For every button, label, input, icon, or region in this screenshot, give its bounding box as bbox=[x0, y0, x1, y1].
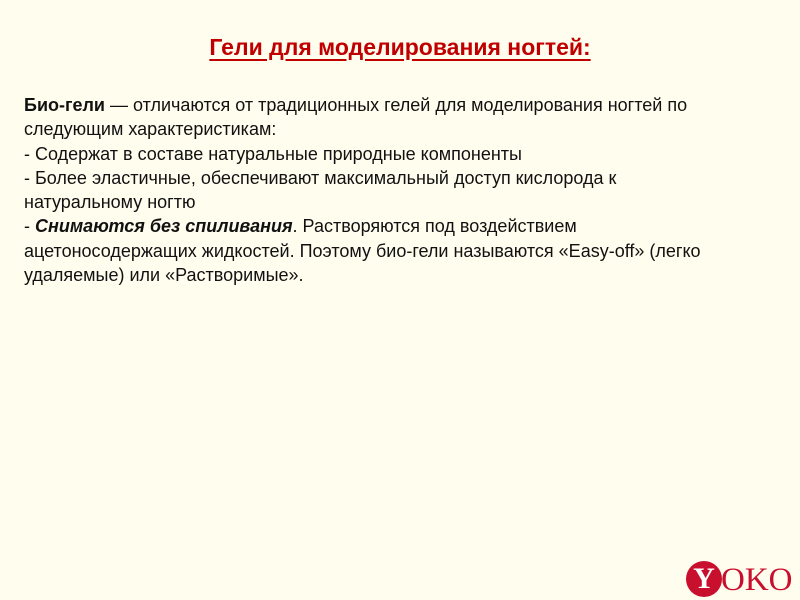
yoko-logo bbox=[686, 560, 798, 600]
text-line-6 bbox=[24, 214, 774, 238]
logo-wordmark: OKO bbox=[721, 562, 793, 598]
text-line-5: натуральному ногтю bbox=[24, 192, 196, 213]
text-line-1 bbox=[24, 93, 774, 117]
slide-title: Гели для моделирования ногтей: bbox=[209, 34, 591, 60]
line-6-dash: - bbox=[24, 216, 35, 237]
line-6-rest: . Растворяются под воздействием bbox=[292, 216, 577, 237]
emphasis-removal: Снимаются без спиливания bbox=[35, 216, 293, 237]
text-line-2: следующим характеристикам: bbox=[24, 119, 277, 140]
term-bio-gels: Био-гели bbox=[24, 95, 105, 115]
text-line-4: - Более эластичные, обеспечивают максимальный доступ кислорода к bbox=[24, 167, 617, 188]
logo-letter-y: Y bbox=[693, 562, 715, 595]
line-1-rest: — отличаются от традиционных гелей для моделирования ногтей по bbox=[105, 95, 688, 115]
text-line-8: удаляемые) или «Растворимые». bbox=[24, 265, 304, 286]
text-line-7: ацетоносодержащих жидкостей. Поэтому био-гели называются «Easy-off» (легко bbox=[24, 240, 701, 261]
body-paragraph bbox=[24, 93, 774, 287]
text-line-3: - Содержат в составе натуральные природные компоненты bbox=[24, 143, 522, 164]
